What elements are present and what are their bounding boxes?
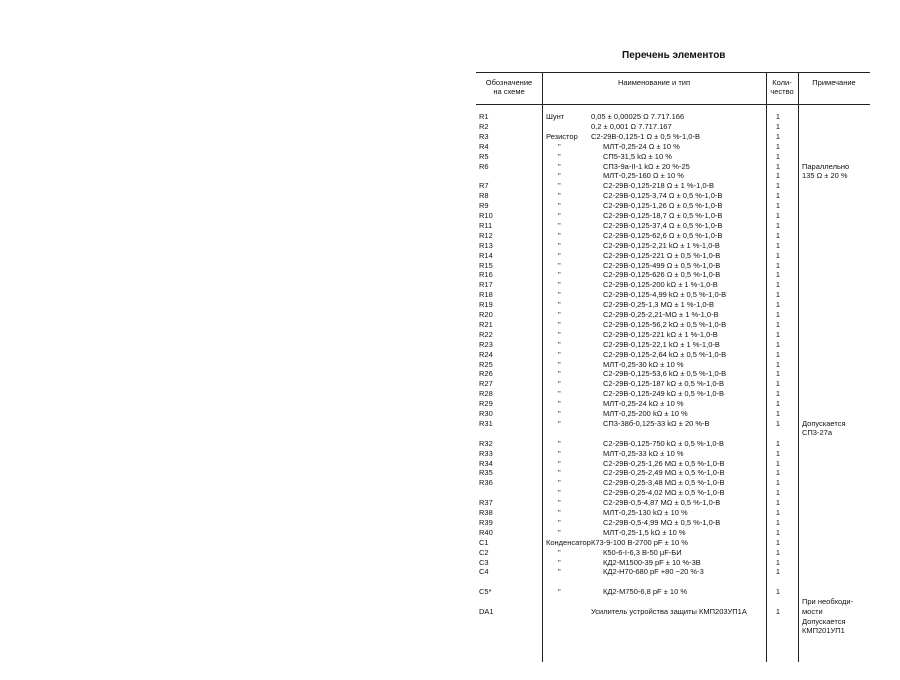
name-text: С2-29В-0,125-18,7 Ω ± 0,5 %-1,0-В — [603, 211, 723, 220]
name-prefix: " — [558, 498, 561, 508]
name-prefix: " — [558, 508, 561, 517]
quantity-cell: 1 — [775, 191, 781, 201]
name-prefix — [546, 122, 591, 132]
name-cell — [546, 587, 687, 597]
name-text: 0,2 ± 0,001 Ω 7.717.167 — [591, 121, 672, 131]
column-divider — [542, 72, 543, 662]
designation-cell: R35 — [479, 468, 493, 478]
designation-cell: DA1 — [479, 607, 494, 616]
name-cell — [546, 241, 720, 251]
name-cell — [546, 478, 724, 488]
note-line: Параллельно — [802, 161, 850, 171]
quantity-cell: 1 — [775, 517, 781, 527]
name-cell — [546, 211, 722, 221]
quantity-cell: 1 — [775, 537, 781, 547]
header-quantity-line: Коли- — [772, 78, 792, 87]
name-prefix: " — [558, 310, 561, 319]
quantity-cell: 1 — [775, 310, 781, 319]
quantity-cell: 1 — [775, 478, 781, 488]
note-line: мости — [802, 606, 823, 616]
column-divider — [766, 72, 767, 662]
name-prefix: " — [558, 359, 561, 369]
quantity-cell: 1 — [775, 240, 781, 250]
note-cell — [802, 419, 846, 438]
quantity-cell: 1 — [775, 349, 781, 359]
note-line: КМП201УП1 — [802, 626, 845, 636]
header-bottom-border — [476, 104, 870, 105]
name-cell — [546, 449, 684, 459]
designation-cell: R16 — [479, 270, 493, 280]
quantity-cell: 1 — [775, 468, 781, 478]
designation-cell: R27 — [479, 379, 493, 389]
quantity-cell: 1 — [775, 547, 781, 557]
name-cell — [546, 567, 704, 577]
quantity-cell: 1 — [775, 369, 781, 379]
designation-cell: R26 — [479, 369, 493, 379]
name-text: СП3-9а-II-1 kΩ ± 20 %-25 — [603, 161, 690, 171]
quantity-cell: 1 — [775, 300, 781, 310]
name-text: С2-29В-0,125-2,21 kΩ ± 1 %-1,0-В — [603, 240, 720, 250]
quantity-cell: 1 — [775, 171, 781, 181]
quantity-cell: 1 — [775, 161, 781, 171]
name-cell — [546, 459, 724, 469]
quantity-cell: 1 — [775, 587, 781, 597]
name-text: С2-29В-0,25-1,3 MΩ ± 1 %-1,0-В — [603, 300, 715, 310]
name-cell — [546, 369, 726, 379]
name-prefix: " — [558, 250, 561, 260]
name-text: МЛТ-0,25-130 kΩ ± 10 % — [603, 508, 688, 517]
name-prefix: " — [558, 409, 561, 418]
name-cell — [546, 558, 701, 568]
name-cell — [546, 231, 722, 241]
name-prefix: " — [558, 220, 561, 230]
quantity-cell: 1 — [775, 488, 781, 498]
name-cell — [546, 379, 724, 389]
header-designation-line: Обозначение — [485, 78, 533, 87]
quantity-cell: 1 — [775, 250, 781, 260]
name-cell — [546, 468, 724, 478]
name-cell — [546, 518, 720, 528]
name-cell — [546, 310, 719, 320]
designation-cell: R34 — [479, 458, 493, 468]
quantity-cell: 1 — [775, 220, 781, 230]
name-prefix: " — [558, 438, 561, 448]
designation-cell: R18 — [479, 290, 493, 300]
designation-cell: R30 — [479, 409, 493, 418]
name-text: С2-29В-0,125-62,6 Ω ± 0,5 %-1,0-В — [603, 230, 723, 240]
designation-cell: R38 — [479, 508, 493, 517]
name-cell — [546, 261, 720, 271]
name-text: С2-29В-0,125-249 kΩ ± 0,5 %-1,0-В — [603, 389, 725, 399]
name-prefix: " — [558, 557, 561, 567]
name-prefix: " — [558, 527, 561, 537]
designation-cell: R33 — [479, 448, 493, 458]
designation-cell: R9 — [479, 201, 489, 211]
name-cell — [546, 142, 680, 152]
note-cell — [802, 162, 849, 181]
designation-cell: R12 — [479, 230, 493, 240]
name-text: С2-29В-0,125-22,1 kΩ ± 1 %-1,0-В — [603, 339, 720, 349]
name-prefix: Резистор — [546, 131, 578, 141]
designation-cell: R4 — [479, 141, 489, 151]
name-prefix: " — [558, 448, 561, 458]
designation-cell: R28 — [479, 389, 493, 399]
quantity-cell: 1 — [775, 260, 781, 270]
name-text: КД2-М750-6,8 pF ± 10 % — [603, 587, 688, 597]
name-text: СП3-38б-0,125-33 kΩ ± 20 %-В — [603, 418, 710, 428]
name-prefix: " — [558, 567, 561, 577]
name-text: СП5-31,5 kΩ ± 10 % — [603, 151, 672, 161]
name-text: С2-29В-0,125-200 kΩ ± 1 %-1,0-В — [603, 280, 718, 290]
name-prefix: " — [558, 389, 561, 399]
name-prefix: " — [558, 399, 561, 409]
name-prefix: " — [558, 488, 561, 498]
designation-cell: R15 — [479, 260, 493, 270]
name-prefix: " — [558, 171, 561, 181]
name-text: КД2-Н70-680 pF +80 −20 %-3 — [603, 567, 704, 577]
name-text: С2-29В-0,125-2,64 kΩ ± 0,5 %-1,0-В — [603, 349, 727, 359]
quantity-cell: 1 — [775, 399, 781, 409]
name-text: С2-29В-0,25-2,21-MΩ ± 1 %-1,0-В — [603, 310, 719, 319]
header-name-type: Наименование и тип — [617, 78, 691, 87]
name-cell — [546, 162, 690, 172]
name-prefix: Шунт — [546, 112, 565, 121]
name-cell — [546, 508, 688, 518]
name-prefix: " — [558, 319, 561, 329]
name-text: МЛТ-0,25-33 kΩ ± 10 % — [603, 448, 684, 458]
name-text: С2-29В-0,5-4,99 MΩ ± 0,5 %-1,0-В — [603, 517, 721, 527]
note-line: При необходи- — [802, 597, 854, 607]
quantity-cell: 1 — [775, 131, 781, 141]
name-prefix: " — [558, 230, 561, 240]
quantity-cell: 1 — [775, 211, 781, 220]
name-prefix: " — [558, 369, 561, 379]
quantity-cell: 1 — [775, 151, 781, 161]
name-prefix: " — [558, 280, 561, 290]
name-text: Усилитель устройства защиты КМП203УП1А — [591, 607, 747, 616]
designation-cell: C1 — [479, 537, 489, 547]
designation-cell: R32 — [479, 438, 493, 448]
quantity-cell: 1 — [775, 230, 781, 240]
name-text: С2-29В-0,25-4,02 MΩ ± 0,5 %-1,0-В — [603, 488, 725, 498]
name-text: С2-29В-0,25-3,48 MΩ ± 0,5 %-1,0-В — [603, 478, 725, 488]
designation-cell: R7 — [479, 181, 489, 191]
name-prefix: " — [558, 300, 561, 310]
name-text: МЛТ-0,25-30 kΩ ± 10 % — [603, 359, 684, 369]
quantity-cell: 1 — [775, 181, 781, 191]
name-prefix: " — [558, 349, 561, 359]
name-text: К50-6-I-6,3 В-50 μF-БИ — [603, 547, 682, 557]
quantity-cell: 1 — [775, 339, 781, 349]
quantity-cell: 1 — [775, 201, 781, 211]
designation-cell: R37 — [479, 498, 493, 508]
name-prefix — [546, 607, 591, 617]
designation-cell: R40 — [479, 527, 493, 537]
name-text: С2-29В-0,125-221 kΩ ± 1 %-1,0-В — [603, 329, 718, 339]
header-note: Примечание — [812, 78, 856, 87]
name-cell — [546, 389, 724, 399]
name-prefix: " — [558, 478, 561, 488]
designation-cell: R22 — [479, 329, 493, 339]
quantity-cell: 1 — [775, 527, 781, 537]
name-text: С2-29В-0,125-626 Ω ± 0,5 %-1,0-В — [603, 270, 721, 280]
name-prefix: " — [558, 151, 561, 161]
note-line: Допускается — [802, 418, 846, 428]
designation-cell: R14 — [479, 250, 493, 260]
name-cell — [546, 498, 720, 508]
name-prefix: " — [558, 379, 561, 389]
name-cell — [546, 251, 720, 261]
quantity-cell: 1 — [775, 270, 781, 280]
designation-cell: R11 — [479, 220, 493, 230]
name-cell — [546, 439, 724, 449]
quantity-cell: 1 — [775, 359, 781, 369]
name-cell — [546, 419, 710, 429]
designation-cell: R21 — [479, 319, 493, 329]
designation-cell: R31 — [479, 418, 493, 428]
name-text: МЛТ-0,25-24 Ω ± 10 % — [603, 141, 680, 151]
table-top-border — [476, 72, 870, 73]
quantity-cell: 1 — [775, 458, 781, 468]
name-text: С2-29В-0,125-1,26 Ω ± 0,5 %-1,0-В — [603, 201, 723, 211]
designation-cell: R3 — [479, 131, 489, 141]
name-text: С2-29В-0,125-3,74 Ω ± 0,5 %-1,0-В — [603, 191, 723, 201]
quantity-cell: 1 — [775, 389, 781, 399]
quantity-cell: 1 — [775, 141, 781, 151]
name-text: МЛТ-0,25-200 kΩ ± 10 % — [603, 409, 688, 418]
quantity-cell: 1 — [775, 607, 781, 616]
name-cell — [546, 300, 714, 310]
name-prefix: " — [558, 260, 561, 270]
name-text: С2-29В-0,5-4,87 MΩ ± 0,5 %-1,0-В — [603, 498, 721, 508]
name-prefix: " — [558, 290, 561, 300]
quantity-cell: 1 — [775, 438, 781, 448]
designation-cell: R39 — [479, 517, 493, 527]
designation-cell: R36 — [479, 478, 493, 488]
header-designation — [476, 78, 542, 96]
designation-cell: R5 — [479, 151, 489, 161]
designation-cell: R25 — [479, 359, 493, 369]
note-line: Допускается — [802, 616, 846, 626]
column-divider — [798, 72, 799, 662]
quantity-cell: 1 — [775, 448, 781, 458]
name-cell — [546, 132, 700, 142]
quantity-cell: 1 — [775, 329, 781, 339]
quantity-cell: 1 — [775, 112, 781, 121]
designation-cell: R20 — [479, 310, 493, 319]
name-prefix: " — [558, 141, 561, 151]
name-text: С2-29В-0,125-53,6 kΩ ± 0,5 %-1,0-В — [603, 369, 727, 379]
name-text: С2-29В-0,125-187 kΩ ± 0,5 %-1,0-В — [603, 379, 725, 389]
name-cell — [546, 112, 684, 122]
quantity-cell: 1 — [775, 121, 781, 131]
note-line: СП3-27а — [802, 428, 832, 438]
name-cell — [546, 607, 747, 617]
header-quantity-line: чество — [770, 87, 794, 96]
name-text: КД2-М1500-39 pF ± 10 %-3В — [603, 557, 701, 567]
name-prefix: Конденсатор — [546, 537, 591, 547]
name-text: МЛТ-0,25-160 Ω ± 10 % — [603, 171, 684, 181]
name-text: С2-29В-0,125-750 kΩ ± 0,5 %-1,0-В — [603, 438, 725, 448]
name-text: С2-29В-0,125-56,2 kΩ ± 0,5 %-1,0-В — [603, 319, 727, 329]
header-quantity — [766, 78, 798, 96]
name-text: С2-29В-0,125-1 Ω ± 0,5 %-1,0-В — [591, 131, 700, 141]
quantity-cell: 1 — [775, 319, 781, 329]
parts-list-table — [476, 72, 870, 662]
name-prefix: " — [558, 191, 561, 201]
quantity-cell: 1 — [775, 418, 781, 428]
quantity-cell: 1 — [775, 508, 781, 517]
name-cell — [546, 152, 672, 162]
name-prefix: " — [558, 201, 561, 211]
name-cell — [546, 350, 726, 360]
note-cell — [802, 597, 853, 616]
document-title: Перечень элементов — [622, 50, 726, 61]
designation-cell: R1 — [479, 112, 489, 121]
header-designation-line: на схеме — [493, 87, 525, 96]
name-text: 0,05 ± 0,00025 Ω 7.717.166 — [591, 112, 685, 121]
designation-cell: R8 — [479, 191, 489, 201]
designation-cell: C5* — [479, 587, 492, 597]
name-prefix: " — [558, 458, 561, 468]
designation-cell: R29 — [479, 399, 493, 409]
name-text: К73-9-100 В-2700 pF ± 10 % — [591, 537, 688, 547]
name-prefix: " — [558, 270, 561, 280]
name-prefix: " — [558, 161, 561, 171]
name-text: МЛТ-0,25-1,5 kΩ ± 10 % — [603, 527, 686, 537]
quantity-cell: 1 — [775, 379, 781, 389]
name-cell — [546, 280, 718, 290]
name-prefix: " — [558, 418, 561, 428]
quantity-cell: 1 — [775, 557, 781, 567]
designation-cell: R17 — [479, 280, 493, 290]
name-cell — [546, 270, 720, 280]
name-cell — [546, 548, 682, 558]
name-cell — [546, 488, 724, 498]
name-prefix: " — [558, 339, 561, 349]
name-prefix: " — [558, 211, 561, 220]
designation-cell: R23 — [479, 339, 493, 349]
name-cell — [546, 528, 686, 538]
note-line: 135 Ω ± 20 % — [802, 171, 848, 180]
name-cell — [546, 360, 684, 370]
name-text: С2-29В-0,25-2,49 MΩ ± 0,5 %-1,0-В — [603, 468, 725, 478]
name-cell — [546, 399, 684, 409]
designation-cell: R19 — [479, 300, 493, 310]
quantity-cell: 1 — [775, 567, 781, 577]
quantity-cell: 1 — [775, 409, 781, 418]
name-cell — [546, 191, 722, 201]
name-prefix: " — [558, 181, 561, 191]
name-cell — [546, 320, 726, 330]
name-cell — [546, 221, 722, 231]
name-prefix: " — [558, 240, 561, 250]
name-cell — [546, 409, 688, 419]
note-cell — [802, 617, 846, 636]
name-text: С2-29В-0,125-37,4 Ω ± 0,5 %-1,0-В — [603, 220, 723, 230]
name-prefix: " — [558, 547, 561, 557]
designation-cell: R24 — [479, 349, 493, 359]
name-text: С2-29В-0,125-218 Ω ± 1 %-1,0-В — [603, 181, 715, 191]
name-cell — [546, 171, 684, 181]
designation-cell: R6 — [479, 161, 489, 171]
quantity-cell: 1 — [775, 280, 781, 290]
name-prefix: " — [558, 329, 561, 339]
name-cell — [546, 290, 726, 300]
name-text: С2-29В-0,125-4,99 kΩ ± 0,5 %-1,0-В — [603, 290, 727, 300]
name-cell — [546, 122, 672, 132]
name-text: С2-29В-0,25-1,26 MΩ ± 0,5 %-1,0-В — [603, 458, 725, 468]
name-cell — [546, 330, 718, 340]
designation-cell: R13 — [479, 240, 493, 250]
quantity-cell: 1 — [775, 290, 781, 300]
name-prefix: " — [558, 587, 561, 597]
name-prefix: " — [558, 517, 561, 527]
name-cell — [546, 201, 722, 211]
designation-cell: C2 — [479, 547, 489, 557]
designation-cell: R10 — [479, 211, 493, 220]
name-text: С2-29В-0,125-499 Ω ± 0,5 %-1,0-В — [603, 260, 721, 270]
quantity-cell: 1 — [775, 498, 781, 508]
designation-cell: C3 — [479, 557, 489, 567]
designation-cell: R2 — [479, 121, 489, 131]
name-cell — [546, 340, 720, 350]
designation-cell: C4 — [479, 567, 489, 577]
name-text: МЛТ-0,25-24 kΩ ± 10 % — [603, 399, 684, 409]
name-cell — [546, 181, 714, 191]
name-prefix: " — [558, 468, 561, 478]
name-cell — [546, 538, 688, 548]
name-text: С2-29В-0,125-221 Ω ± 0,5 %-1,0-В — [603, 250, 721, 260]
